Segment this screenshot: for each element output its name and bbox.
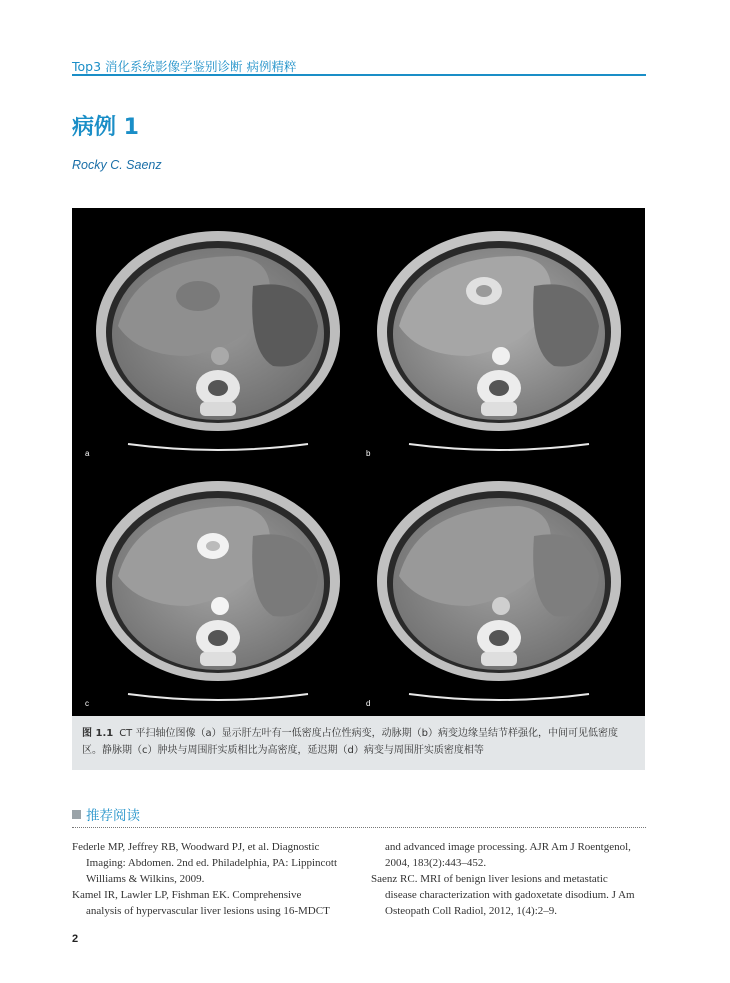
ct-panel-d	[359, 466, 639, 714]
panel-label: d	[366, 699, 371, 708]
running-header: Top3 消化系统影像学鉴别诊断 病例精粹	[72, 59, 297, 74]
caption-label: 图 1.1	[82, 728, 114, 739]
reference-item: Saenz RC. MRI of benign liver lesions and metastatic disease characterization with gadoxetate disodium. J Am Osteopath Coll Radiol, 2012, 1(4):2–9.	[371, 873, 635, 917]
ct-scan-image	[359, 466, 639, 714]
reference-item-continued: and advanced image processing. AJR Am J Roentgenol, 2004, 183(2):443–452.	[385, 841, 631, 869]
ct-scan-image	[78, 216, 358, 464]
ct-panel-b	[359, 216, 639, 464]
ct-figure	[72, 208, 645, 716]
case-title: 病例 1	[72, 115, 139, 140]
section-heading	[72, 804, 140, 824]
ct-scan-image	[359, 216, 639, 464]
reference-item: Kamel IR, Lawler LP, Fishman EK. Comprehensive analysis of hypervascular liver lesions using 16-MDCT	[72, 889, 330, 917]
section-dotted-rule	[72, 827, 646, 828]
author-name: Rocky C. Saenz	[72, 158, 162, 172]
header-rule	[72, 74, 646, 76]
figure-caption	[72, 716, 645, 770]
panel-label: a	[85, 449, 90, 458]
page-number: 2	[72, 933, 79, 945]
panel-label: c	[85, 699, 89, 708]
ct-scan-image	[78, 466, 358, 714]
ct-panel-c	[78, 466, 358, 714]
section-title: 推荐阅读	[86, 808, 140, 824]
square-bullet-icon	[72, 810, 81, 819]
reference-item: Federle MP, Jeffrey RB, Woodward PJ, et al. Diagnostic Imaging: Abdomen. 2nd ed. Philadelphia, PA: Lippincott Williams & Wilkins, 2009.	[72, 841, 338, 885]
caption-text: CT 平扫轴位图像（a）显示肝左叶有一低密度占位性病变，动脉期（b）病变边缘呈结节样强化，中间可见低密度区。静脉期（c）肿块与周围肝实质相比为高密度，延迟期（d）病变与周围肝实质密度相等	[82, 728, 618, 756]
panel-label: b	[366, 449, 371, 458]
ct-panel-a	[78, 216, 358, 464]
reference-column-right	[371, 839, 649, 919]
reference-column-left	[72, 839, 350, 919]
